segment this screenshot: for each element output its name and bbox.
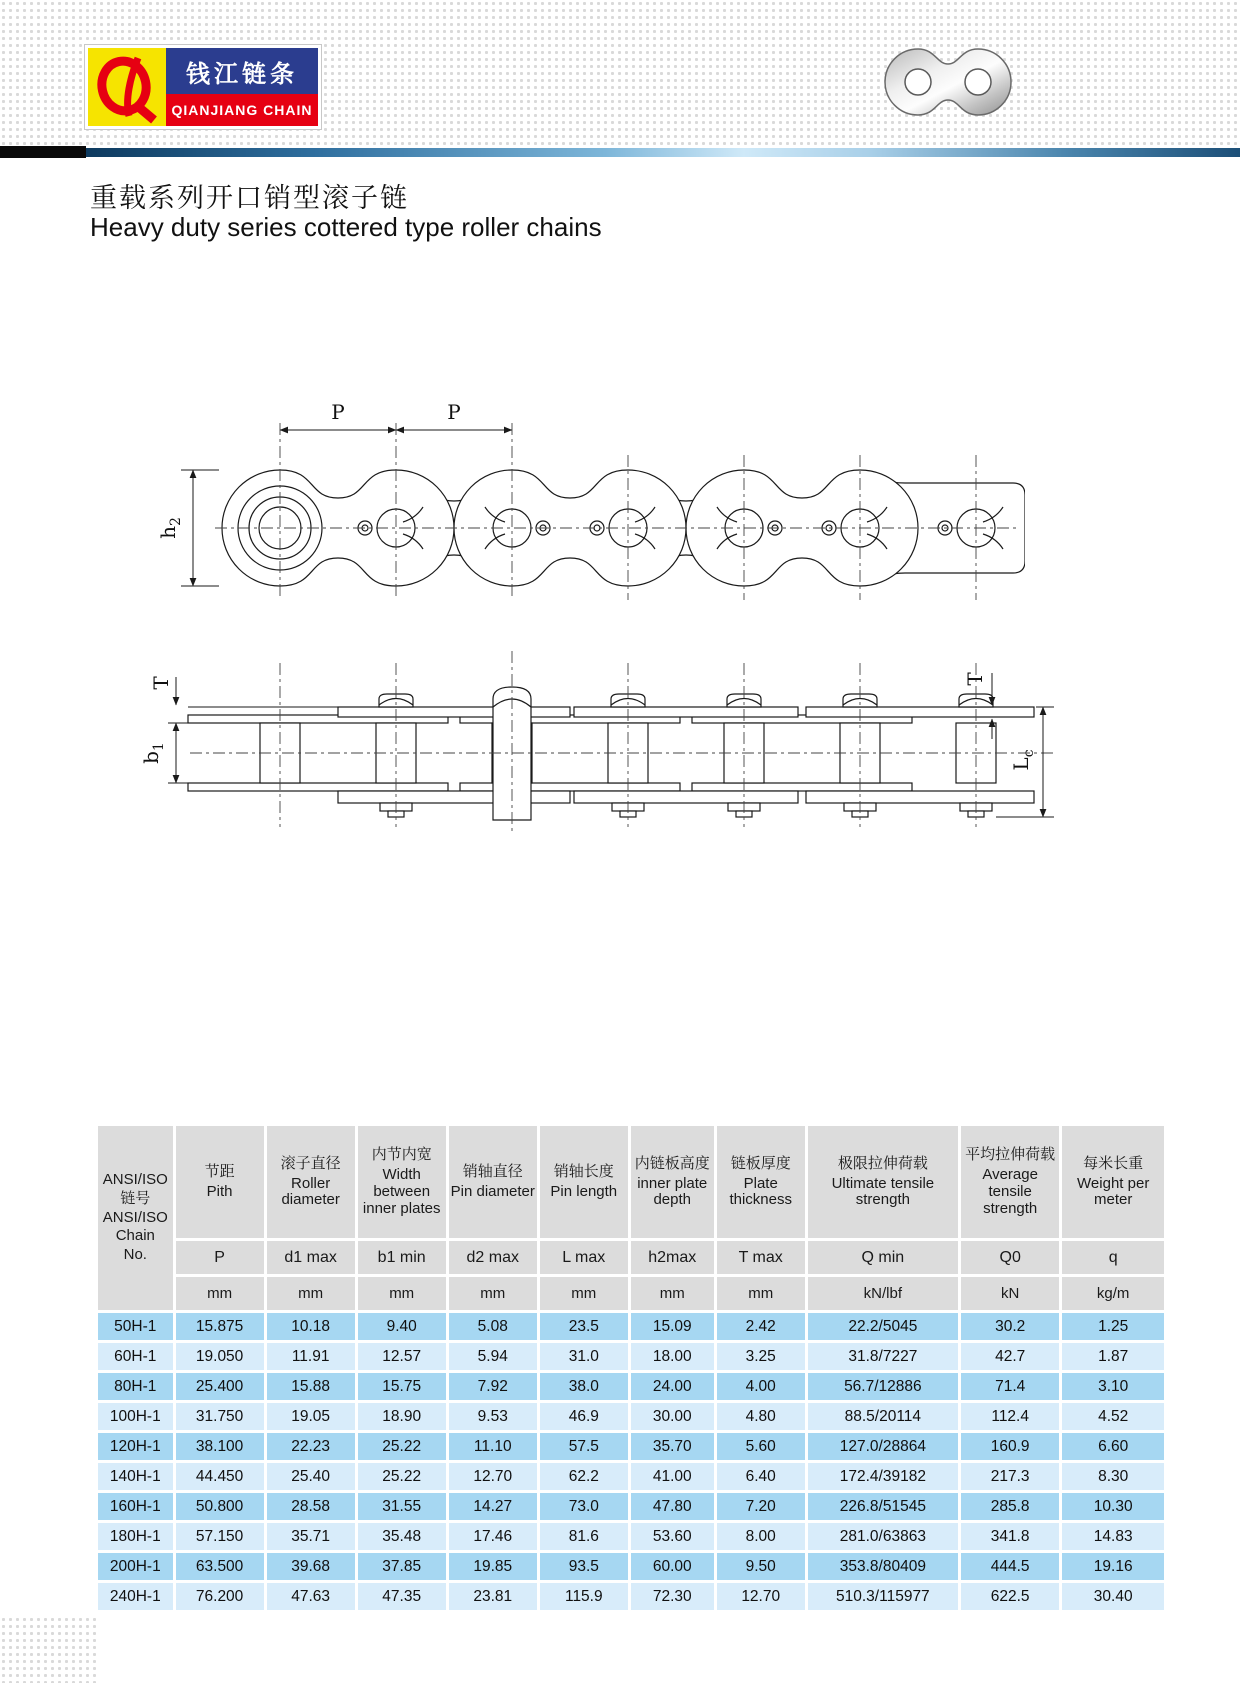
col-header-3: 销轴直径 Pin diameter (449, 1126, 537, 1238)
value-cell: 5.60 (717, 1433, 805, 1460)
value-cell: 15.09 (631, 1313, 714, 1340)
plate-silhouette (885, 49, 1011, 115)
value-cell: 14.27 (449, 1493, 537, 1520)
col-unit-1: mm (267, 1277, 355, 1310)
value-cell: 31.8/7227 (808, 1343, 958, 1370)
value-cell: 35.71 (267, 1523, 355, 1550)
value-cell: 24.00 (631, 1373, 714, 1400)
logo-ql-monogram-icon (88, 48, 166, 126)
value-cell: 10.18 (267, 1313, 355, 1340)
value-cell: 71.4 (961, 1373, 1059, 1400)
page-title-english: Heavy duty series cottered type roller chains (90, 212, 602, 242)
col-symbol-2: b1 min (358, 1241, 446, 1274)
col-header-9: 每米长重 Weight per meter (1062, 1126, 1164, 1238)
value-cell: 73.0 (540, 1493, 628, 1520)
logo (85, 45, 321, 129)
value-cell: 285.8 (961, 1493, 1059, 1520)
spec-table-head (98, 1126, 1164, 1310)
chain-plate-photo (873, 40, 1023, 125)
col-symbol-7: Q min (808, 1241, 958, 1274)
chain-no-cell: 140H-1 (98, 1463, 173, 1490)
value-cell: 12.57 (358, 1343, 446, 1370)
plate-height-label: $h_2$ (156, 517, 184, 539)
chain-no-cell: 240H-1 (98, 1583, 173, 1610)
col-symbol-6: T max (717, 1241, 805, 1274)
divider-blue-gradient (86, 148, 1240, 157)
value-cell: 19.85 (449, 1553, 537, 1580)
table-row-240H-1 (98, 1583, 1164, 1610)
value-cell: 57.150 (176, 1523, 264, 1550)
value-cell: 12.70 (449, 1463, 537, 1490)
value-cell: 30.00 (631, 1403, 714, 1430)
table-row-60H-1 (98, 1343, 1164, 1370)
value-cell: 76.200 (176, 1583, 264, 1610)
col-unit-0: mm (176, 1277, 264, 1310)
col-symbol-4: L max (540, 1241, 628, 1274)
col-unit-2: mm (358, 1277, 446, 1310)
value-cell: 160.9 (961, 1433, 1059, 1460)
chain-no-cell: 160H-1 (98, 1493, 173, 1520)
value-cell: 30.2 (961, 1313, 1059, 1340)
value-cell: 31.55 (358, 1493, 446, 1520)
value-cell: 7.92 (449, 1373, 537, 1400)
value-cell: 63.500 (176, 1553, 264, 1580)
header-row-symbols (98, 1241, 1164, 1274)
value-cell: 39.68 (267, 1553, 355, 1580)
value-cell: 28.58 (267, 1493, 355, 1520)
value-cell: 9.53 (449, 1403, 537, 1430)
value-cell: 15.75 (358, 1373, 446, 1400)
value-cell: 4.00 (717, 1373, 805, 1400)
page-title-chinese: 重载系列开口销型滚子链 (90, 183, 409, 213)
value-cell: 15.875 (176, 1313, 264, 1340)
value-cell: 35.48 (358, 1523, 446, 1550)
col-header-4: 销轴长度 Pin length (540, 1126, 628, 1238)
value-cell: 353.8/80409 (808, 1553, 958, 1580)
plate-hole-right (965, 69, 991, 95)
value-cell: 622.5 (961, 1583, 1059, 1610)
value-cell: 47.35 (358, 1583, 446, 1610)
value-cell: 4.80 (717, 1403, 805, 1430)
value-cell: 62.2 (540, 1463, 628, 1490)
value-cell: 1.87 (1062, 1343, 1164, 1370)
value-cell: 6.60 (1062, 1433, 1164, 1460)
value-cell: 37.85 (358, 1553, 446, 1580)
value-cell: 19.050 (176, 1343, 264, 1370)
spec-table-body (98, 1313, 1164, 1610)
chain-no-cell: 80H-1 (98, 1373, 173, 1400)
value-cell: 38.100 (176, 1433, 264, 1460)
value-cell: 127.0/28864 (808, 1433, 958, 1460)
col-header-2: 内节内宽 Width between inner plates (358, 1126, 446, 1238)
col-unit-5: mm (631, 1277, 714, 1310)
plate-hole-left (905, 69, 931, 95)
value-cell: 112.4 (961, 1403, 1059, 1430)
value-cell: 9.50 (717, 1553, 805, 1580)
value-cell: 30.40 (1062, 1583, 1164, 1610)
plan-view-drawing (130, 635, 1060, 835)
divider-black-segment (0, 146, 86, 158)
footer-pattern (0, 1616, 96, 1683)
value-cell: 6.40 (717, 1463, 805, 1490)
col-header-7: 极限拉伸荷载 Ultimate tensile strength (808, 1126, 958, 1238)
table-row-80H-1 (98, 1373, 1164, 1400)
value-cell: 47.80 (631, 1493, 714, 1520)
value-cell: 17.46 (449, 1523, 537, 1550)
col-unit-9: kg/m (1062, 1277, 1164, 1310)
value-cell: 217.3 (961, 1463, 1059, 1490)
logo-name-chinese: 钱江链条 (166, 48, 318, 94)
value-cell: 8.00 (717, 1523, 805, 1550)
value-cell: 281.0/63863 (808, 1523, 958, 1550)
col-symbol-3: d2 max (449, 1241, 537, 1274)
value-cell: 31.750 (176, 1403, 264, 1430)
pitch-label-1: P (331, 400, 345, 424)
thickness-label-right: T (963, 672, 987, 686)
value-cell: 8.30 (1062, 1463, 1164, 1490)
value-cell: 18.90 (358, 1403, 446, 1430)
value-cell: 15.88 (267, 1373, 355, 1400)
logo-text-block (166, 48, 318, 126)
value-cell: 3.10 (1062, 1373, 1164, 1400)
chain-no-cell: 50H-1 (98, 1313, 173, 1340)
col-unit-7: kN/lbf (808, 1277, 958, 1310)
dimension-inner-width (139, 723, 188, 783)
value-cell: 46.9 (540, 1403, 628, 1430)
col-symbol-8: Q0 (961, 1241, 1059, 1274)
value-cell: 23.81 (449, 1583, 537, 1610)
value-cell: 22.23 (267, 1433, 355, 1460)
value-cell: 19.16 (1062, 1553, 1164, 1580)
value-cell: 9.40 (358, 1313, 446, 1340)
col-header-6: 链板厚度 Plate thickness (717, 1126, 805, 1238)
col-symbol-9: q (1062, 1241, 1164, 1274)
value-cell: 172.4/39182 (808, 1463, 958, 1490)
pitch-label-2: P (447, 400, 461, 424)
col-unit-8: kN (961, 1277, 1059, 1310)
cotter-tabs (380, 803, 992, 817)
logo-name-english: QIANJIANG CHAIN (166, 94, 318, 126)
chain-no-cell: 100H-1 (98, 1403, 173, 1430)
value-cell: 23.5 (540, 1313, 628, 1340)
table-row-160H-1 (98, 1493, 1164, 1520)
value-cell: 25.22 (358, 1433, 446, 1460)
value-cell: 10.30 (1062, 1493, 1164, 1520)
value-cell: 444.5 (961, 1553, 1059, 1580)
thickness-label-left: T (149, 676, 173, 690)
value-cell: 44.450 (176, 1463, 264, 1490)
side-view-drawing (135, 395, 1025, 610)
table-row-50H-1 (98, 1313, 1164, 1340)
value-cell: 42.7 (961, 1343, 1059, 1370)
value-cell: 60.00 (631, 1553, 714, 1580)
chain-no-cell: 200H-1 (98, 1553, 173, 1580)
value-cell: 35.70 (631, 1433, 714, 1460)
value-cell: 3.25 (717, 1343, 805, 1370)
value-cell: 57.5 (540, 1433, 628, 1460)
col-symbol-0: P (176, 1241, 264, 1274)
value-cell: 19.05 (267, 1403, 355, 1430)
value-cell: 14.83 (1062, 1523, 1164, 1550)
table-row-180H-1 (98, 1523, 1164, 1550)
col-unit-6: mm (717, 1277, 805, 1310)
value-cell: 2.42 (717, 1313, 805, 1340)
pin-length-label: $L_c$ (1009, 749, 1037, 771)
col-header-8: 平均拉伸荷载 Average tensile strength (961, 1126, 1059, 1238)
value-cell: 81.6 (540, 1523, 628, 1550)
value-cell: 53.60 (631, 1523, 714, 1550)
value-cell: 93.5 (540, 1553, 628, 1580)
dimension-thickness-left (149, 676, 340, 707)
value-cell: 5.94 (449, 1343, 537, 1370)
chain-no-cell: 60H-1 (98, 1343, 173, 1370)
value-cell: 12.70 (717, 1583, 805, 1610)
value-cell: 56.7/12886 (808, 1373, 958, 1400)
inner-width-label: $b_1$ (139, 742, 167, 764)
value-cell: 38.0 (540, 1373, 628, 1400)
col-header-5: 内链板高度 inner plate depth (631, 1126, 714, 1238)
value-cell: 25.400 (176, 1373, 264, 1400)
value-cell: 4.52 (1062, 1403, 1164, 1430)
value-cell: 47.63 (267, 1583, 355, 1610)
table-row-200H-1 (98, 1553, 1164, 1580)
col-unit-4: mm (540, 1277, 628, 1310)
value-cell: 25.40 (267, 1463, 355, 1490)
value-cell: 18.00 (631, 1343, 714, 1370)
ql-monogram-svg (88, 48, 166, 126)
header-row-main (98, 1126, 1164, 1238)
value-cell: 50.800 (176, 1493, 264, 1520)
value-cell: 11.91 (267, 1343, 355, 1370)
value-cell: 1.25 (1062, 1313, 1164, 1340)
value-cell: 510.3/115977 (808, 1583, 958, 1610)
pin-caps (379, 694, 993, 707)
table-row-140H-1 (98, 1463, 1164, 1490)
header-row-units (98, 1277, 1164, 1310)
table-row-120H-1 (98, 1433, 1164, 1460)
value-cell: 41.00 (631, 1463, 714, 1490)
value-cell: 11.10 (449, 1433, 537, 1460)
chain-no-cell: 120H-1 (98, 1433, 173, 1460)
col-header-1: 滚子直径 Roller diameter (267, 1126, 355, 1238)
value-cell: 88.5/20114 (808, 1403, 958, 1430)
dimension-plate-height (156, 470, 219, 586)
value-cell: 7.20 (717, 1493, 805, 1520)
col-header-0: 节距 Pith (176, 1126, 264, 1238)
col-symbol-5: h2max (631, 1241, 714, 1274)
value-cell: 22.2/5045 (808, 1313, 958, 1340)
col-unit-3: mm (449, 1277, 537, 1310)
table-row-100H-1 (98, 1403, 1164, 1430)
value-cell: 115.9 (540, 1583, 628, 1610)
value-cell: 25.22 (358, 1463, 446, 1490)
col-symbol-1: d1 max (267, 1241, 355, 1274)
value-cell: 72.30 (631, 1583, 714, 1610)
spec-table (95, 1123, 1167, 1613)
value-cell: 31.0 (540, 1343, 628, 1370)
corner-cell: ANSI/ISO 链号 ANSI/ISO Chain No. (98, 1126, 173, 1310)
spec-table-wrap (95, 1123, 1167, 1613)
value-cell: 341.8 (961, 1523, 1059, 1550)
chain-no-cell: 180H-1 (98, 1523, 173, 1550)
value-cell: 226.8/51545 (808, 1493, 958, 1520)
value-cell: 5.08 (449, 1313, 537, 1340)
